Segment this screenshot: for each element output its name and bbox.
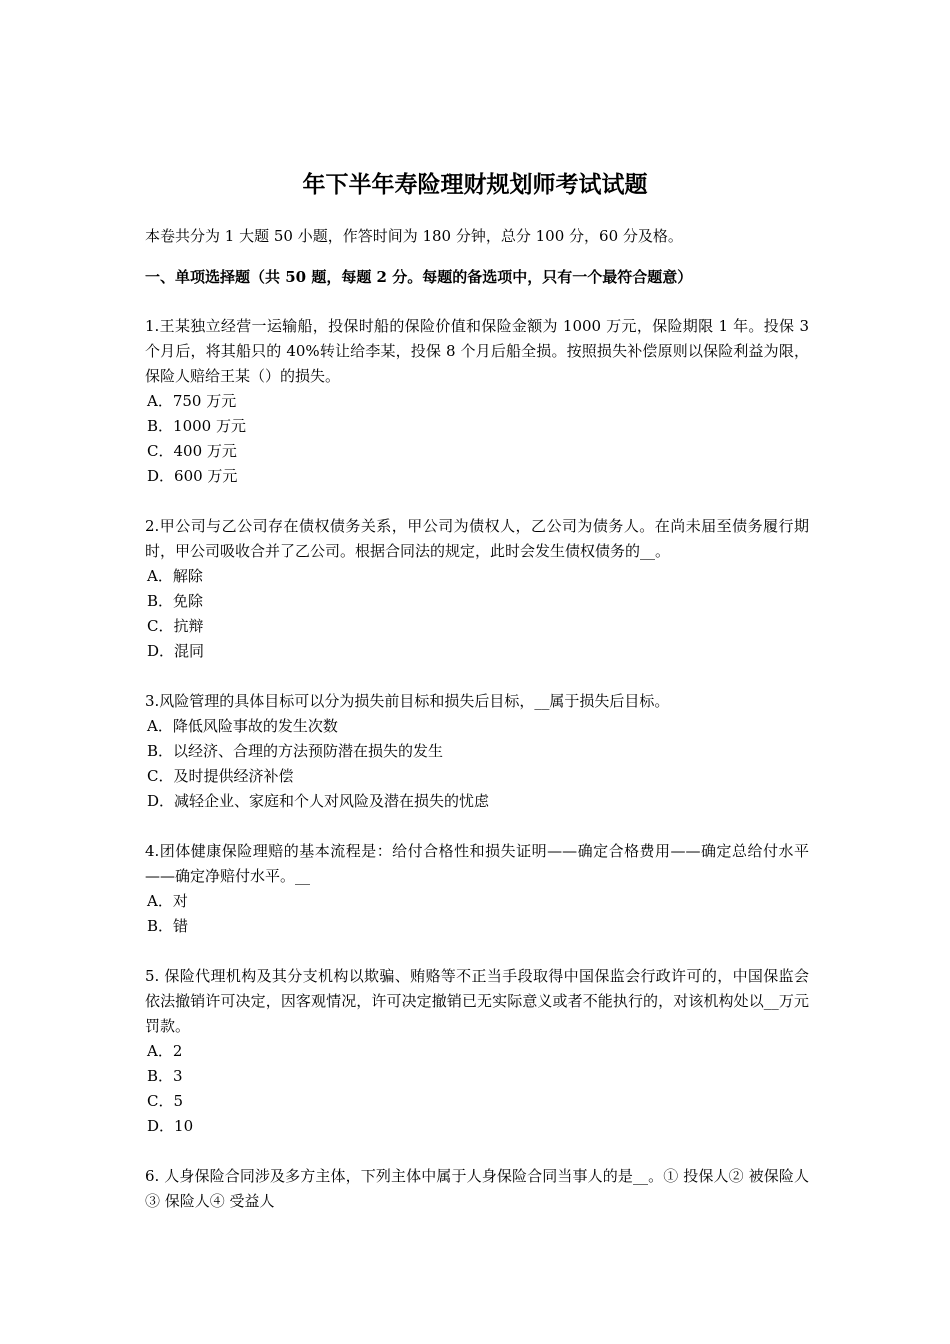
question-5 <box>145 964 809 1139</box>
option-list <box>145 889 809 939</box>
option-b: B．以经济、合理的方法预防潜在损失的发生 <box>147 742 444 760</box>
option-d: D．600 万元 <box>147 467 238 485</box>
question-stem: 2.甲公司与乙公司存在债权债务关系，甲公司为债权人，乙公司为债务人。在尚未届至债务履行期时，甲公司吸收合并了乙公司。根据合同法的规定，此时会发生债权债务的__。 <box>145 517 809 560</box>
question-stem: 3.风险管理的具体目标可以分为损失前目标和损失后目标，__属于损失后目标。 <box>145 692 670 710</box>
section-heading: 一、单项选择题（共 50 题，每题 2 分。每题的备选项中，只有一个最符合题意） <box>145 268 693 286</box>
question-stem: 4.团体健康保险理赔的基本流程是：给付合格性和损失证明——确定合格费用——确定总给付水平——确定净赔付水平。__ <box>145 842 809 885</box>
option-c: C．及时提供经济补偿 <box>147 767 294 785</box>
option-b: B．免除 <box>147 592 204 610</box>
option-c: C．5 <box>147 1092 184 1110</box>
option-d: D．减轻企业、家庭和个人对风险及潜在损失的忧虑 <box>147 792 490 810</box>
question-2 <box>145 514 809 664</box>
document-body <box>145 224 809 1239</box>
option-d: D．混同 <box>147 642 205 660</box>
option-b: B．3 <box>147 1067 183 1085</box>
question-stem: 6. 人身保险合同涉及多方主体，下列主体中属于人身保险合同当事人的是__。① 投保人② 被保险人③ 保险人④ 受益人 <box>145 1167 809 1210</box>
question-3 <box>145 689 809 814</box>
question-4 <box>145 839 809 939</box>
question-1 <box>145 314 809 489</box>
option-d: D．10 <box>147 1117 194 1135</box>
option-a: A．降低风险事故的发生次数 <box>147 717 338 735</box>
option-a: A．解除 <box>147 567 203 585</box>
option-list <box>145 1039 809 1139</box>
option-b: B．1000 万元 <box>147 417 246 435</box>
option-b: B．错 <box>147 917 189 935</box>
option-a: A．对 <box>147 892 188 910</box>
document-title: 年下半年寿险理财规划师考试试题 <box>302 171 648 199</box>
question-6 <box>145 1164 809 1214</box>
question-stem: 5. 保险代理机构及其分支机构以欺骗、贿赂等不正当手段取得中国保监会行政许可的，中国保监会依法撤销许可决定，因客观情况，许可决定撤销已无实际意义或者不能执行的，对该机构处以__万元罚款。 <box>145 967 809 1035</box>
option-list <box>145 389 809 489</box>
option-c: C．抗辩 <box>147 617 204 635</box>
option-c: C．400 万元 <box>147 442 237 460</box>
option-a: A．2 <box>147 1042 183 1060</box>
option-a: A．750 万元 <box>147 392 237 410</box>
option-list <box>145 564 809 664</box>
option-list <box>145 714 809 814</box>
question-stem: 1.王某独立经营一运输船，投保时船的保险价值和保险金额为 1000 万元，保险期限 1 年。投保 3 个月后，将其船只的 40%转让给李某，投保 8 个月后船全损。按照损失补偿原则以保险利益为限，保险人赔给王某（）的损失。 <box>145 317 809 385</box>
exam-intro: 本卷共分为 1 大题 50 小题，作答时间为 180 分钟，总分 100 分，60 分及格。 <box>145 227 683 245</box>
